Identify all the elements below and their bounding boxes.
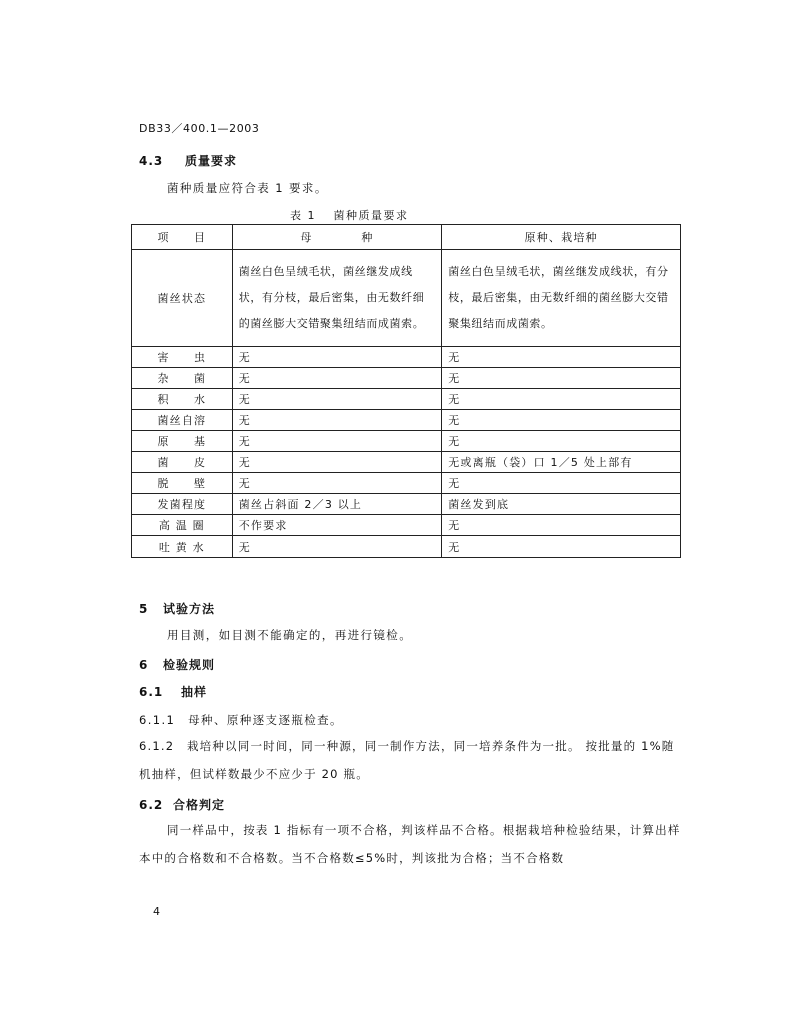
item-name: 高 温 圈: [132, 515, 233, 536]
section-6-heading: [139, 656, 215, 673]
clause-6-1-2: 6.1.2 栽培种以同一时间，同一种源，同一制作方法，同一培养条件为一批。 按批量的 1%随机抽样，但试样数最少不应少于 20 瓶。: [139, 739, 675, 781]
table-row: [132, 368, 681, 389]
section-6-2-text: 同一样品中，按表 1 指标有一项不合格，判该样品不合格。根据栽培种检验结果，计算出样本中的合格数和不合格数。当不合格数≤5%时，判该批为合格；当不合格数: [139, 823, 681, 865]
section-4-3-text: 菌种质量应符合表 1 要求。: [167, 181, 328, 195]
table-caption: 表 1 菌种质量要求: [290, 209, 409, 222]
section-number: 5: [139, 602, 149, 616]
original-culture-value: 无: [442, 368, 681, 389]
item-name: 发菌程度: [132, 494, 233, 515]
section-number: 6.1: [139, 685, 164, 699]
section-6-2-heading: [139, 796, 225, 813]
table-header-row: [132, 225, 681, 250]
section-number: 6: [139, 658, 149, 672]
item-name: 原 基: [132, 431, 233, 452]
item-name: 脱 壁: [132, 473, 233, 494]
table-row: [132, 410, 681, 431]
mother-culture-value: 不作要求: [232, 515, 442, 536]
column-header: 原种、栽培种: [442, 225, 681, 250]
mother-culture-value: 菌丝白色呈绒毛状，菌丝继发成线状，有分枝，最后密集，由无数纤细的菌丝膨大交错聚集纽结而成菌索。: [232, 250, 442, 347]
page-number: 4: [153, 905, 160, 918]
original-culture-value: 菌丝发到底: [442, 494, 681, 515]
table-row: [132, 473, 681, 494]
table-row: [132, 389, 681, 410]
item-name: 害 虫: [132, 347, 233, 368]
section-4-3-heading: [139, 152, 237, 169]
column-header: 母 种: [232, 225, 442, 250]
mother-culture-value: 无: [232, 536, 442, 558]
section-title: 质量要求: [185, 154, 238, 168]
original-culture-value: 无: [442, 536, 681, 558]
item-name: 杂 菌: [132, 368, 233, 389]
table-row: [132, 347, 681, 368]
section-5-heading: [139, 600, 215, 617]
original-culture-value: 菌丝白色呈绒毛状，菌丝继发成线状，有分枝，最后密集，由无数纤细的菌丝膨大交错聚集纽结而成菌索。: [442, 250, 681, 347]
mother-culture-value: 无: [232, 389, 442, 410]
table-row: [132, 515, 681, 536]
quality-requirements-table: [131, 224, 681, 558]
item-name: 菌 皮: [132, 452, 233, 473]
table-row: [132, 536, 681, 558]
table-row: [132, 452, 681, 473]
original-culture-value: 无或离瓶（袋）口 1／5 处上部有: [442, 452, 681, 473]
item-name: 积 水: [132, 389, 233, 410]
item-name: 菌丝状态: [132, 250, 233, 347]
table-row: [132, 494, 681, 515]
table-row: [132, 431, 681, 452]
table-row: [132, 250, 681, 347]
clause-6-1-1: 6.1.1 母种、原种逐支逐瓶检查。: [139, 713, 343, 727]
column-header: 项 目: [132, 225, 233, 250]
original-culture-value: 无: [442, 347, 681, 368]
mother-culture-value: 无: [232, 368, 442, 389]
section-title: 抽样: [181, 685, 208, 699]
section-number: 4.3: [139, 154, 164, 168]
original-culture-value: 无: [442, 389, 681, 410]
section-title: 合格判定: [173, 798, 226, 812]
item-name: 吐 黄 水: [132, 536, 233, 558]
original-culture-value: 无: [442, 410, 681, 431]
document-number: DB33／400.1—2003: [139, 122, 260, 135]
section-number: 6.2: [139, 798, 164, 812]
original-culture-value: 无: [442, 431, 681, 452]
mother-culture-value: 菌丝占斜面 2／3 以上: [232, 494, 442, 515]
original-culture-value: 无: [442, 473, 681, 494]
mother-culture-value: 无: [232, 452, 442, 473]
mother-culture-value: 无: [232, 347, 442, 368]
section-5-text: 用目测，如目测不能确定的，再进行镜检。: [167, 628, 413, 642]
item-name: 菌丝自溶: [132, 410, 233, 431]
section-title: 检验规则: [163, 658, 216, 672]
section-title: 试验方法: [163, 602, 216, 616]
mother-culture-value: 无: [232, 473, 442, 494]
original-culture-value: 无: [442, 515, 681, 536]
section-6-1-heading: [139, 683, 207, 700]
mother-culture-value: 无: [232, 431, 442, 452]
mother-culture-value: 无: [232, 410, 442, 431]
